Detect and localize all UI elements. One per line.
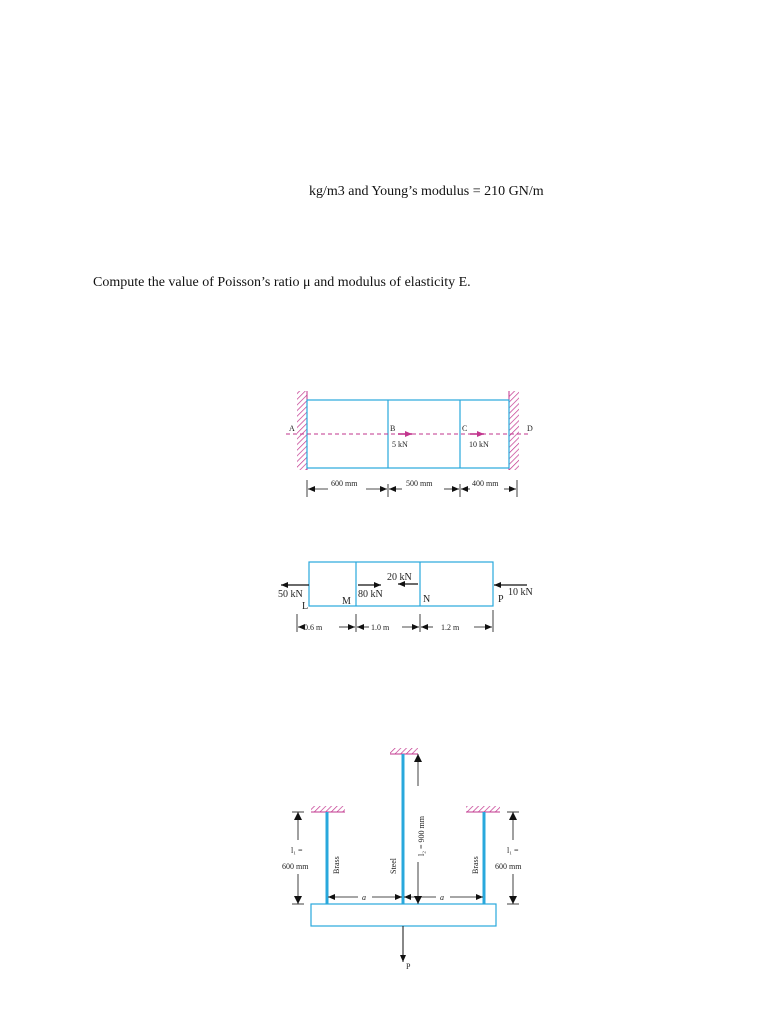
right-wall xyxy=(509,391,519,470)
load-label-l: 50 kN xyxy=(278,589,303,600)
label-p: P xyxy=(498,594,504,605)
load-label-c: 10 kN xyxy=(469,440,489,449)
support-right xyxy=(466,806,500,812)
label-l1-right: l₁ = xyxy=(507,846,519,855)
figure-bar-lmnp xyxy=(278,562,533,632)
load-label-top: 20 kN xyxy=(387,572,412,583)
dim-label-np: 1.2 m xyxy=(441,623,460,632)
dim-label-ab: 600 mm xyxy=(331,479,358,488)
left-wall xyxy=(297,391,307,470)
dim-label-lm: 0.6 m xyxy=(304,623,323,632)
label-l1-left: l₁ = xyxy=(291,846,303,855)
label-b: B xyxy=(390,424,396,433)
label-brass-left: Brass xyxy=(332,856,341,874)
label-steel: Steel xyxy=(389,858,398,874)
label-l: L xyxy=(302,601,309,612)
label-d: D xyxy=(527,424,533,433)
dim-label-cd: 400 mm xyxy=(472,479,499,488)
label-c: C xyxy=(462,424,468,433)
support-center xyxy=(390,748,418,754)
dim-label-mn: 1.0 m xyxy=(371,623,390,632)
label-m: M xyxy=(342,596,351,607)
figure-hanging-rods xyxy=(282,748,522,971)
load-label-m: 80 kN xyxy=(358,589,383,600)
load-label-p: 10 kN xyxy=(508,587,533,598)
label-p3: P xyxy=(406,962,411,971)
label-a-right: a xyxy=(440,893,444,902)
load-label-b: 5 kN xyxy=(392,440,408,449)
label-n: N xyxy=(423,594,431,605)
text-line-modulus: kg/m3 and Young’s modulus = 210 GN/m xyxy=(309,184,544,199)
dimension-line-2 xyxy=(297,610,493,632)
label-brass-right: Brass xyxy=(471,856,480,874)
text-line-question: Compute the value of Poisson’s ratio μ and modulus of elasticity E. xyxy=(93,275,471,290)
rigid-block xyxy=(311,904,496,926)
label-a: A xyxy=(289,424,295,433)
label-a-left: a xyxy=(362,893,366,902)
label-l1-right-value: 600 mm xyxy=(495,862,522,871)
support-left xyxy=(311,806,345,812)
dim-label-bc: 500 mm xyxy=(406,479,433,488)
label-l2: l₂ = 900 mm xyxy=(417,816,426,856)
label-l1-left-value: 600 mm xyxy=(282,862,309,871)
dimension-line-1 xyxy=(307,479,517,497)
figure-bar-abcd xyxy=(286,391,533,497)
